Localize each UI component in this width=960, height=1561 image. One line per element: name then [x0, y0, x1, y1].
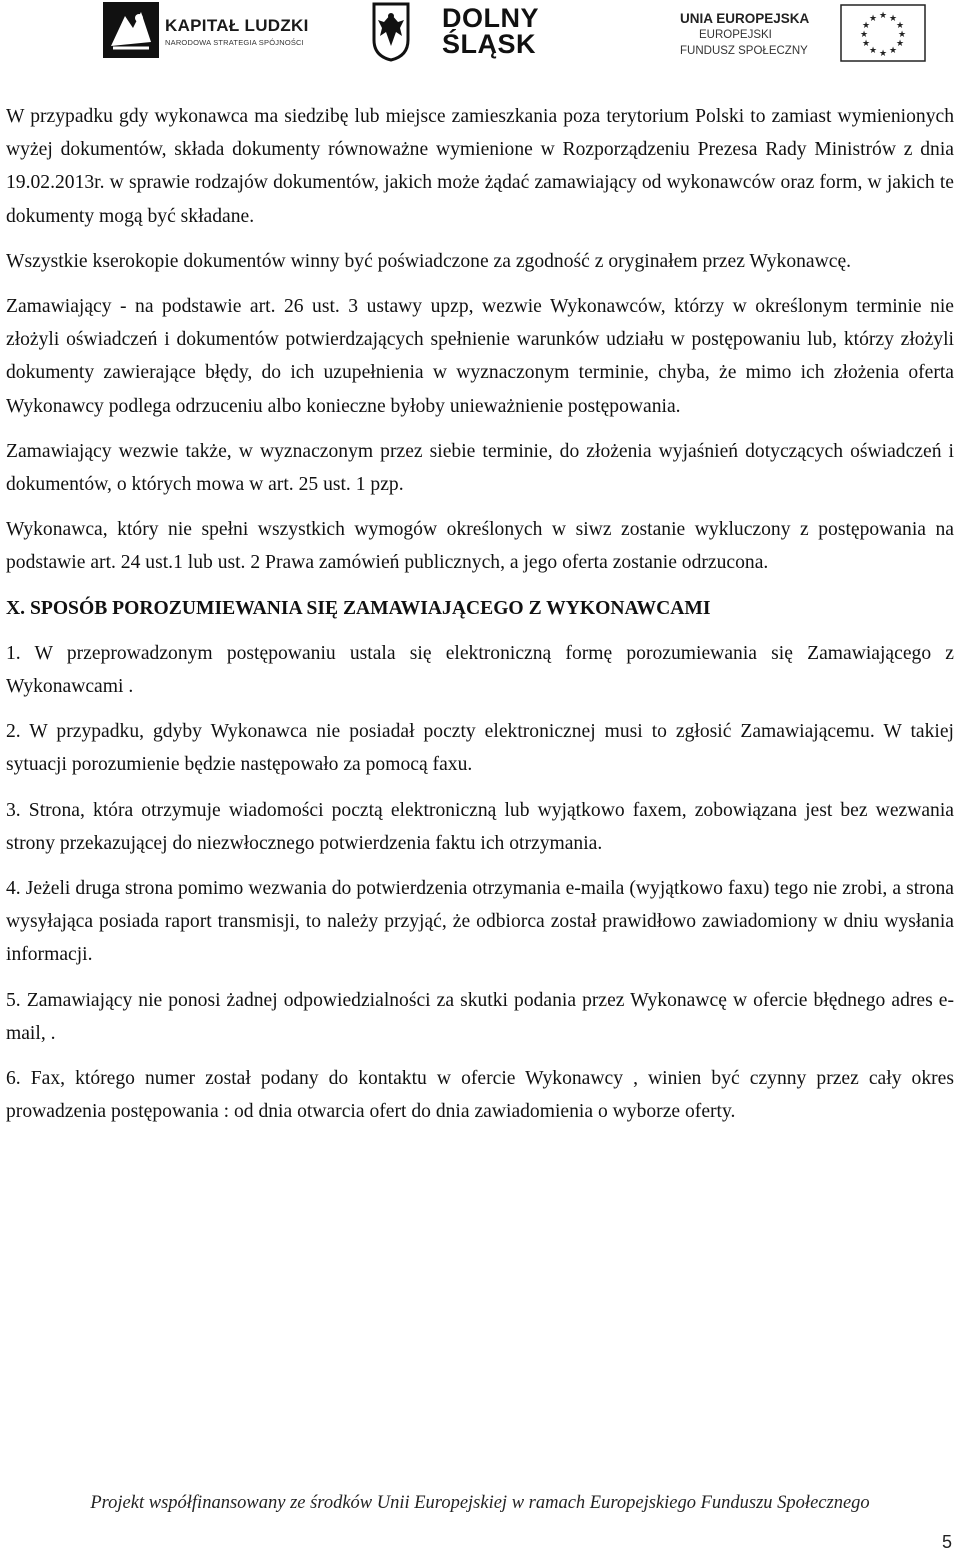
document-body: [6, 100, 954, 1140]
list-item: 6. Fax, którego numer został podany do kontaktu w ofercie Wykonawcy , winien być czynny przez cały okres prowadzenia postępowania : od dnia otwarcia ofert do dnia zawiadomienia o wyborze oferty.: [6, 1068, 954, 1123]
list-item: 4. Jeżeli druga strona pomimo wezwania do potwierdzenia otrzymania e-maila (wyjątkowo faxu) tego nie zrobi, a strona wysyłająca posiada raport transmisji, to należy przyjąć, że odbiorca został prawidłowo zawiadomiony w dniu wysłania informacji.: [6, 878, 954, 966]
svg-text:★: ★: [888, 46, 898, 56]
list-item: 2. W przypadku, gdyby Wykonawca nie posiadał poczty elektronicznej musi to zgłosić Zamawiającemu. W takiej sytuacji porozumienie będzie następowało za pomocą faxu.: [6, 721, 954, 776]
list-item: 1. W przeprowadzonym postępowaniu ustala się elektroniczną formę porozumiewania się Zamawiającego z Wykonawcami .: [6, 642, 954, 698]
unia-line2: EUROPEJSKI: [699, 29, 772, 41]
svg-text:★: ★: [868, 46, 878, 56]
svg-text:★: ★: [859, 30, 869, 40]
silesian-eagle-shield-icon: [372, 2, 410, 62]
unia-europejska-logo: [680, 4, 960, 64]
paragraph-exclusion: Wykonawca, który nie spełni wszystkich wymogów określonych w siwz zostanie wykluczony z postępowania na podstawie art. 24 ust.1 lub ust. 2 Prawa zamówień publicznych, a jego oferta zostanie odrzucona.: [6, 519, 954, 574]
svg-text:★: ★: [878, 11, 888, 21]
svg-text:★: ★: [897, 30, 907, 40]
kapital-ludzki-title: KAPITAŁ LUDZKI: [165, 16, 309, 35]
unia-line1: UNIA EUROPEJSKA: [680, 11, 810, 26]
svg-text:★: ★: [861, 21, 871, 31]
list-item: 5. Zamawiający nie ponosi żadnej odpowiedzialności za skutki podania przez Wykonawcę w ofercie błędnego adres e-mail, .: [6, 989, 954, 1044]
svg-text:★: ★: [895, 21, 905, 31]
eu-flag-stars-icon: [840, 4, 926, 62]
section-heading: X. SPOSÓB POROZUMIEWANIA SIĘ ZAMAWIAJĄCEGO Z WYKONAWCAMI: [6, 597, 711, 619]
svg-text:★: ★: [895, 39, 905, 49]
paragraph-copies-certified: Wszystkie kserokopie dokumentów winny być poświadczone za zgodność z oryginałem przez Wykonawcę.: [6, 250, 852, 272]
list-item: 3. Strona, która otrzymuje wiadomości pocztą elektroniczną lub wyjątkowo faxem, zobowiązana jest bez wezwania strony przekazującej do niezwłocznego potwierdzenia faktu ich otrzymania.: [6, 799, 954, 854]
paragraph-explanations: Zamawiający wezwie także, w wyznaczonym przez siebie terminie, do złożenia wyjaśnień dotyczących oświadczeń i dokumentów, o których mowa w art. 25 ust. 1 pzp.: [6, 440, 954, 496]
footer-funding-note: Projekt współfinansowany ze środków Unii Europejskiej w ramach Europejskiego Funduszu Społecznego: [90, 1493, 870, 1513]
unia-line3: FUNDUSZ SPOŁECZNY: [680, 45, 808, 57]
kapital-ludzki-subtitle: NARODOWA STRATEGIA SPÓJNOŚCI: [165, 38, 304, 47]
page-number: 5: [941, 1532, 952, 1552]
dolny-slask-logo: [372, 2, 582, 64]
svg-text:★: ★: [878, 49, 888, 59]
dolny-slask-line2: ŚLĄSK: [442, 29, 537, 59]
kapital-ludzki-emblem-icon: [103, 2, 159, 58]
svg-text:★: ★: [861, 39, 871, 49]
svg-text:★: ★: [868, 14, 878, 24]
svg-text:★: ★: [888, 14, 898, 24]
kapital-ludzki-logo: [103, 2, 323, 60]
paragraph-foreign-contractor: W przypadku gdy wykonawca ma siedzibę lub miejsce zamieszkania poza terytorium Polski to zamiast wymienionych wyżej dokumentów, składa dokumenty równoważne wymienione w Rozporządzeniu Prezesa Rady Ministrów z dnia 19.02.2013r. w sprawie rodzajów dokumentów, jakich może żądać zamawiający od wykonawców oraz form, w jakich te dokumenty mogą być składane.: [6, 106, 954, 227]
dolny-slask-line1: DOLNY: [442, 3, 539, 33]
paragraph-supplement-documents: Zamawiający - na podstawie art. 26 ust. 3 ustawy upzp, wezwie Wykonawców, którzy w określonym terminie nie złożyli oświadczeń i dokumentów potwierdzających spełnienie warunków udziału w postępowaniu lub, którzy złożyli dokumenty zawierające błędy, do ich uzupełnienia w wyznaczonym terminie, chyba, że mimo ich złożenia oferta Wykonawcy podlega odrzuceniu albo konieczne byłoby unieważnienie postępowania.: [6, 296, 954, 417]
